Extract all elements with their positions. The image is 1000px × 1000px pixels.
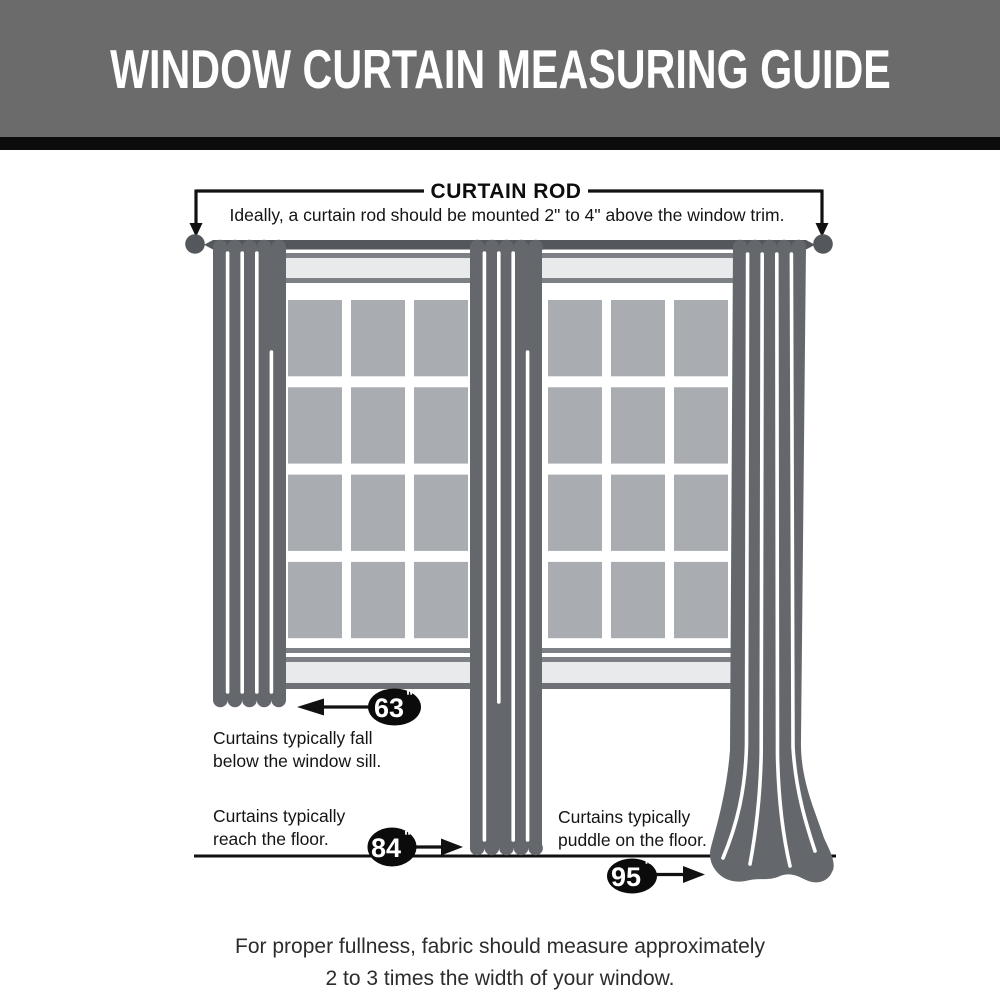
window-pane bbox=[674, 475, 728, 551]
curtain-scallop-bump bbox=[242, 240, 257, 255]
window-pane bbox=[548, 387, 602, 463]
curtain-scallop-bump bbox=[514, 240, 529, 255]
window-pane bbox=[351, 475, 405, 551]
rod-end-cap-left bbox=[204, 240, 213, 250]
window-pane bbox=[351, 387, 405, 463]
curtain-scallop-bump bbox=[528, 841, 543, 856]
curtain-scallop-bump bbox=[271, 240, 286, 255]
footer-note-line2: 2 to 3 times the width of your window. bbox=[325, 967, 675, 990]
curtain-scallop-bump bbox=[213, 693, 228, 708]
curtain-scallop-bump bbox=[228, 693, 243, 708]
curtain-scallop-bump bbox=[271, 693, 286, 708]
curtain-scallop-bump bbox=[228, 240, 243, 255]
caption-reach-floor-line1: Curtains typically bbox=[213, 806, 346, 826]
rod-finial-left bbox=[185, 234, 205, 254]
curtain-measuring-diagram bbox=[0, 150, 1000, 1000]
window-pane bbox=[674, 562, 728, 638]
measurement-84-value: 84 bbox=[370, 833, 402, 863]
measurement-63-unit: " bbox=[406, 688, 414, 705]
curtain-rod-label: CURTAIN ROD bbox=[430, 180, 582, 203]
window-pane bbox=[288, 562, 342, 638]
window-pane bbox=[548, 475, 602, 551]
window-pane bbox=[674, 300, 728, 376]
window-pane bbox=[414, 562, 468, 638]
curtain-scallop-bump bbox=[514, 841, 529, 856]
footer-note-line1: For proper fullness, fabric should measure approximately bbox=[235, 935, 765, 958]
curtain-scallop-bump bbox=[470, 841, 485, 856]
curtain-scallop-bump bbox=[528, 240, 543, 255]
curtain-scallop-bump bbox=[733, 240, 748, 255]
curtain-scallop-bump bbox=[257, 240, 272, 255]
curtain-scallop-bump bbox=[791, 240, 806, 255]
window-pane bbox=[674, 387, 728, 463]
window-pane bbox=[548, 562, 602, 638]
window-pane bbox=[548, 300, 602, 376]
curtain-scallop-bump bbox=[499, 240, 514, 255]
right-arrowhead-icon bbox=[683, 866, 705, 883]
measurement-95-value: 95 bbox=[610, 862, 642, 892]
window-pane bbox=[611, 562, 665, 638]
caption-below-sill-line2: below the window sill. bbox=[213, 751, 382, 771]
curtain-scallop-bump bbox=[499, 841, 514, 856]
curtain-scallop-bump bbox=[748, 240, 763, 255]
curtain-panel-right bbox=[710, 247, 834, 882]
caption-reach-floor-line2: reach the floor. bbox=[213, 829, 329, 849]
rod-bracket bbox=[190, 180, 829, 237]
curtain-scallop-bump bbox=[242, 693, 257, 708]
title-banner bbox=[0, 0, 1000, 150]
window-pane bbox=[414, 387, 468, 463]
window-pane bbox=[611, 300, 665, 376]
measurement-63-value: 63 bbox=[373, 693, 405, 723]
caption-puddle-floor-line2: puddle on the floor. bbox=[558, 830, 707, 850]
measurement-95-unit: " bbox=[644, 857, 652, 874]
curtain-panel-middle bbox=[470, 247, 542, 848]
curtain-scallop-bump bbox=[485, 841, 500, 856]
right-arrowhead-icon bbox=[441, 839, 463, 856]
curtain-panel-left bbox=[213, 247, 286, 700]
window-pane bbox=[351, 562, 405, 638]
window-pane bbox=[288, 300, 342, 376]
window-pane bbox=[611, 387, 665, 463]
window-pane bbox=[414, 300, 468, 376]
rod-mounting-note: Ideally, a curtain rod should be mounted 2" to 4" above the window trim. bbox=[229, 205, 785, 225]
curtain-scallop-bump bbox=[213, 240, 228, 255]
curtain-scallop-bump bbox=[470, 240, 485, 255]
measurement-95 bbox=[558, 807, 707, 894]
window-pane bbox=[288, 387, 342, 463]
window-pane bbox=[611, 475, 665, 551]
curtain-scallop-bump bbox=[777, 240, 792, 255]
curtain-scallop-bump bbox=[762, 240, 777, 255]
caption-below-sill-line1: Curtains typically fall bbox=[213, 728, 373, 748]
rod-finial-right bbox=[813, 234, 833, 254]
caption-puddle-floor-line1: Curtains typically bbox=[558, 807, 691, 827]
curtain-scallop-bump bbox=[485, 240, 500, 255]
measurement-84-unit: " bbox=[404, 828, 412, 845]
page-title: WINDOW CURTAIN MEASURING GUIDE bbox=[109, 37, 891, 100]
window-pane bbox=[288, 475, 342, 551]
curtain-scallop-bump bbox=[257, 693, 272, 708]
window-pane bbox=[351, 300, 405, 376]
left-arrowhead-icon bbox=[297, 699, 324, 716]
window-pane bbox=[414, 475, 468, 551]
